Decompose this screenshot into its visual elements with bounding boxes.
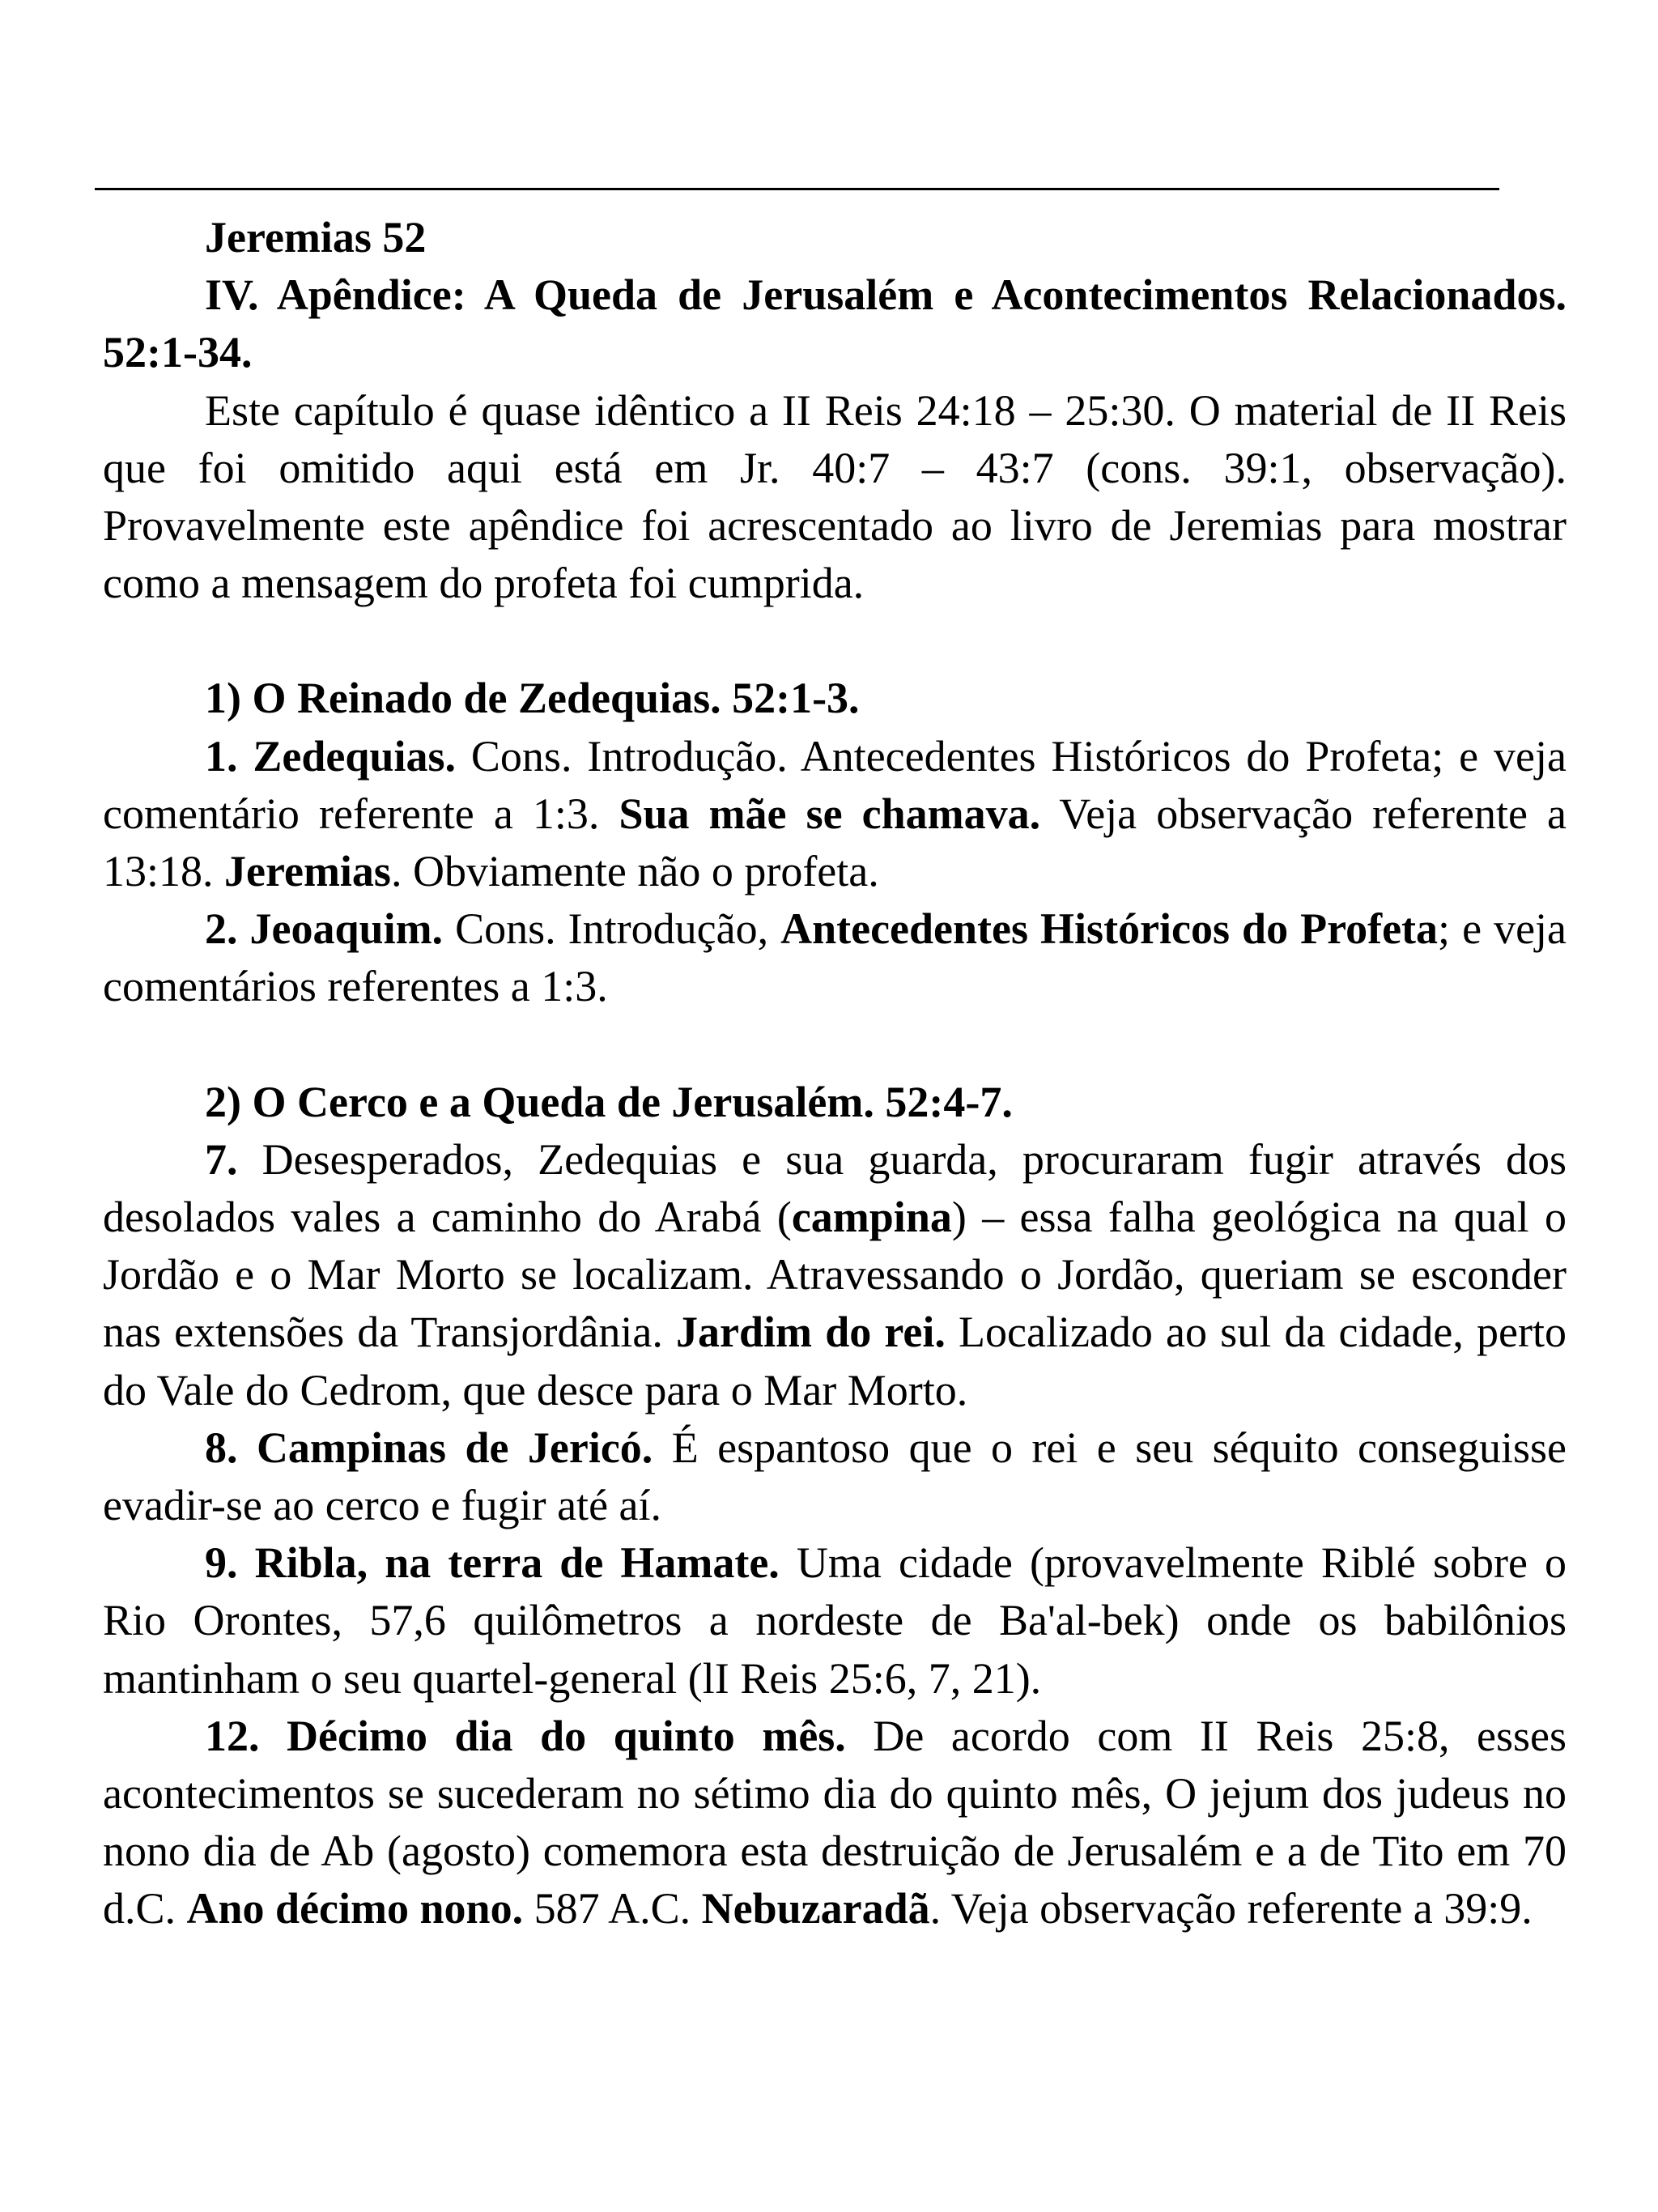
- section-title: IV. Apêndice: A Queda de Jerusalém e Acontecimentos Relacionados. 52:1-34.: [103, 270, 1567, 377]
- part2-heading: 2) O Cerco e a Queda de Jerusalém. 52:4-7.: [205, 1077, 1013, 1126]
- chapter-title: Jeremias 52: [205, 213, 427, 262]
- page-content: [103, 209, 1567, 1938]
- section-intro: Este capítulo é quase idêntico a II Reis 24:18 – 25:30. O material de II Reis que foi omitido aqui está em Jr. 40:7 – 43:7 (cons. 39:1, observação). Provavelmente este apêndice foi acrescentado ao livro de Jeremias para mostrar como a mensagem do profeta foi cumprida.: [103, 385, 1567, 608]
- verse-8-note: 8. Campinas de Jericó. É espantoso que o rei e seu séquito conseguisse evadir-se ao cerco e fugir até aí.: [103, 1423, 1567, 1530]
- verse-9-note: 9. Ribla, na terra de Hamate. Uma cidade (provavelmente Riblé sobre o Rio Orontes, 57,6 quilômetros a nordeste de Ba'al-bek) onde os babilônios mantinham o seu quartel-general (lI Reis 25:6, 7, 21).: [103, 1538, 1567, 1703]
- header-rule: [95, 188, 1499, 190]
- part1-heading: 1) O Reinado de Zedequias. 52:1-3.: [205, 674, 860, 723]
- verse-2-note: 2. Jeoaquim. Cons. Introdução, Antecedentes Históricos do Profeta; e veja comentários referentes a 1:3.: [103, 904, 1567, 1011]
- verse-7-note: 7. Desesperados, Zedequias e sua guarda, procuraram fugir através dos desolados vales a caminho do Arabá (campina) – essa falha geológica na qual o Jordão e o Mar Morto se localizam. Atravessando o Jordão, queriam se esconder nas extensões da Transjordânia. Jardim do rei. Localizado ao sul da cidade, perto do Vale do Cedrom, que desce para o Mar Morto.: [103, 1134, 1567, 1414]
- verse-1-note: 1. Zedequias. Cons. Introdução. Antecedentes Históricos do Profeta; e veja comentário referente a 1:3. Sua mãe se chamava. Veja observação referente a 13:18. Jeremias. Obviamente não o profeta.: [103, 731, 1567, 896]
- verse-12-note: 12. Décimo dia do quinto mês. De acordo com II Reis 25:8, esses acontecimentos se sucederam no sétimo dia do quinto mês, O jejum dos judeus no nono dia de Ab (agosto) comemora esta destruição de Jerusalém e a de Tito em 70 d.C. Ano décimo nono. 587 A.C. Nebuzaradã. Veja observação referente a 39:9.: [103, 1711, 1567, 1933]
